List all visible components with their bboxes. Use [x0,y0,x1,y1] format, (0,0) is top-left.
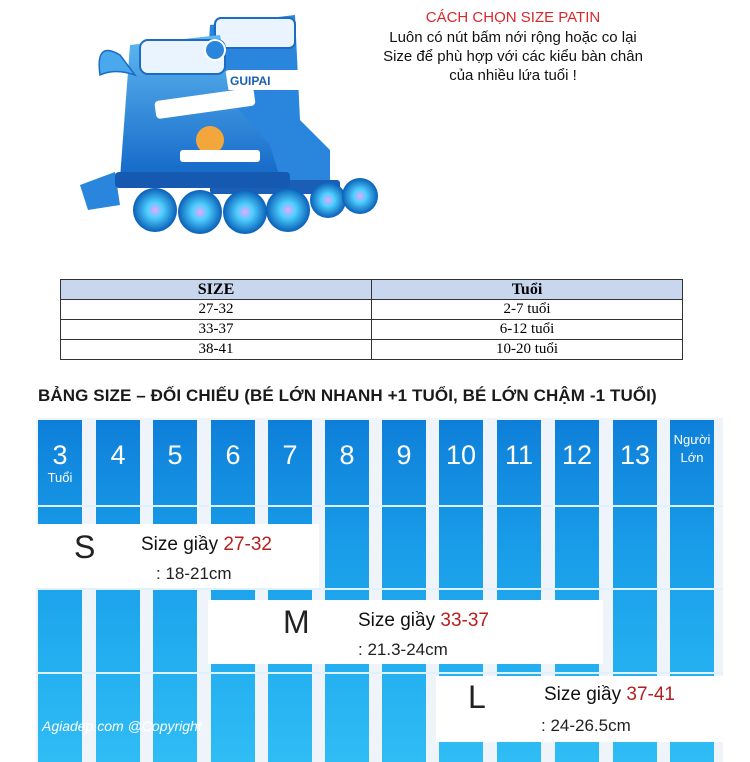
adult-label: Người [673,432,711,447]
age-bar [325,420,369,762]
size-letter: M [283,604,310,640]
size-box-s [36,524,319,588]
age-bar [211,420,255,762]
size-box-m [208,600,603,664]
table-cell-age: 10-20 tuổi [372,340,683,360]
copyright-text: Agiadep.com @Copyright [42,718,202,734]
size-letter: S [74,529,96,565]
shoe-size [544,684,675,706]
intro-title: CÁCH CHỌN SIZE PATIN [425,9,601,26]
size-letter: L [468,679,486,715]
age-unit: Tuổi [47,470,73,485]
chart-stripe [36,505,723,507]
intro-block [318,8,708,85]
shoe-size-range: 37-41 [626,684,675,705]
foot-length-cm: : 21.3-24cm [358,640,448,659]
table-row [61,320,683,340]
table-row [61,300,683,320]
chart-stripe [36,588,723,590]
shoe-size-label: Size giầy [544,684,622,705]
age-label: 4 [110,440,126,470]
table-row [61,340,683,360]
shoe-size [141,534,272,556]
size-box-l [436,676,723,742]
age-label: 5 [167,440,183,470]
intro-line: Size để phù hợp với các kiểu bàn chân [383,48,643,65]
foot-length-cm: : 24-26.5cm [541,716,631,735]
shoe-size-range: 33-37 [440,610,489,631]
shoe-size-label: Size giầy [358,610,436,631]
age-label: 8 [339,440,355,470]
table-cell-age: 6-12 tuổi [372,320,683,340]
table-cell-size: 33-37 [61,320,372,340]
table-header-age: Tuổi [372,280,683,300]
age-label: 10 [445,440,477,470]
age-bar [382,420,426,762]
table-cell-size: 27-32 [61,300,372,320]
age-bar [96,420,140,762]
shoe-size-label: Size giầy [141,534,219,555]
foot-length-cm: : 18-21cm [156,564,232,583]
age-bar [38,420,82,762]
size-age-table [60,279,683,360]
shoe-size-range: 27-32 [223,534,272,555]
table-header-row [61,280,683,300]
age-label: 11 [504,440,534,470]
intro-line: Luôn có nút bấm nới rộng hoặc co lại [389,29,637,46]
age-bar [268,420,312,762]
shoe-size [358,610,489,632]
age-label: 13 [619,440,651,470]
table-cell-size: 38-41 [61,340,372,360]
age-label: 12 [561,440,593,470]
age-bar [153,420,197,762]
adult-label: Lớn [680,450,704,465]
age-label: 3 [52,440,68,470]
age-label: 6 [225,440,241,470]
size-chart-heading: BẢNG SIZE – ĐỐI CHIẾU (BÉ LỚN NHANH +1 TUỔI, BÉ LỚN CHẬM -1 TUỔI) [38,386,657,405]
table-cell-age: 2-7 tuổi [372,300,683,320]
age-label: 9 [396,440,412,470]
age-label: 7 [282,440,298,470]
table-header-size: SIZE [61,280,372,300]
intro-line: của nhiều lứa tuổi ! [449,67,577,84]
brand-label: GUIPAI [230,74,271,88]
chart-stripe [36,672,723,674]
